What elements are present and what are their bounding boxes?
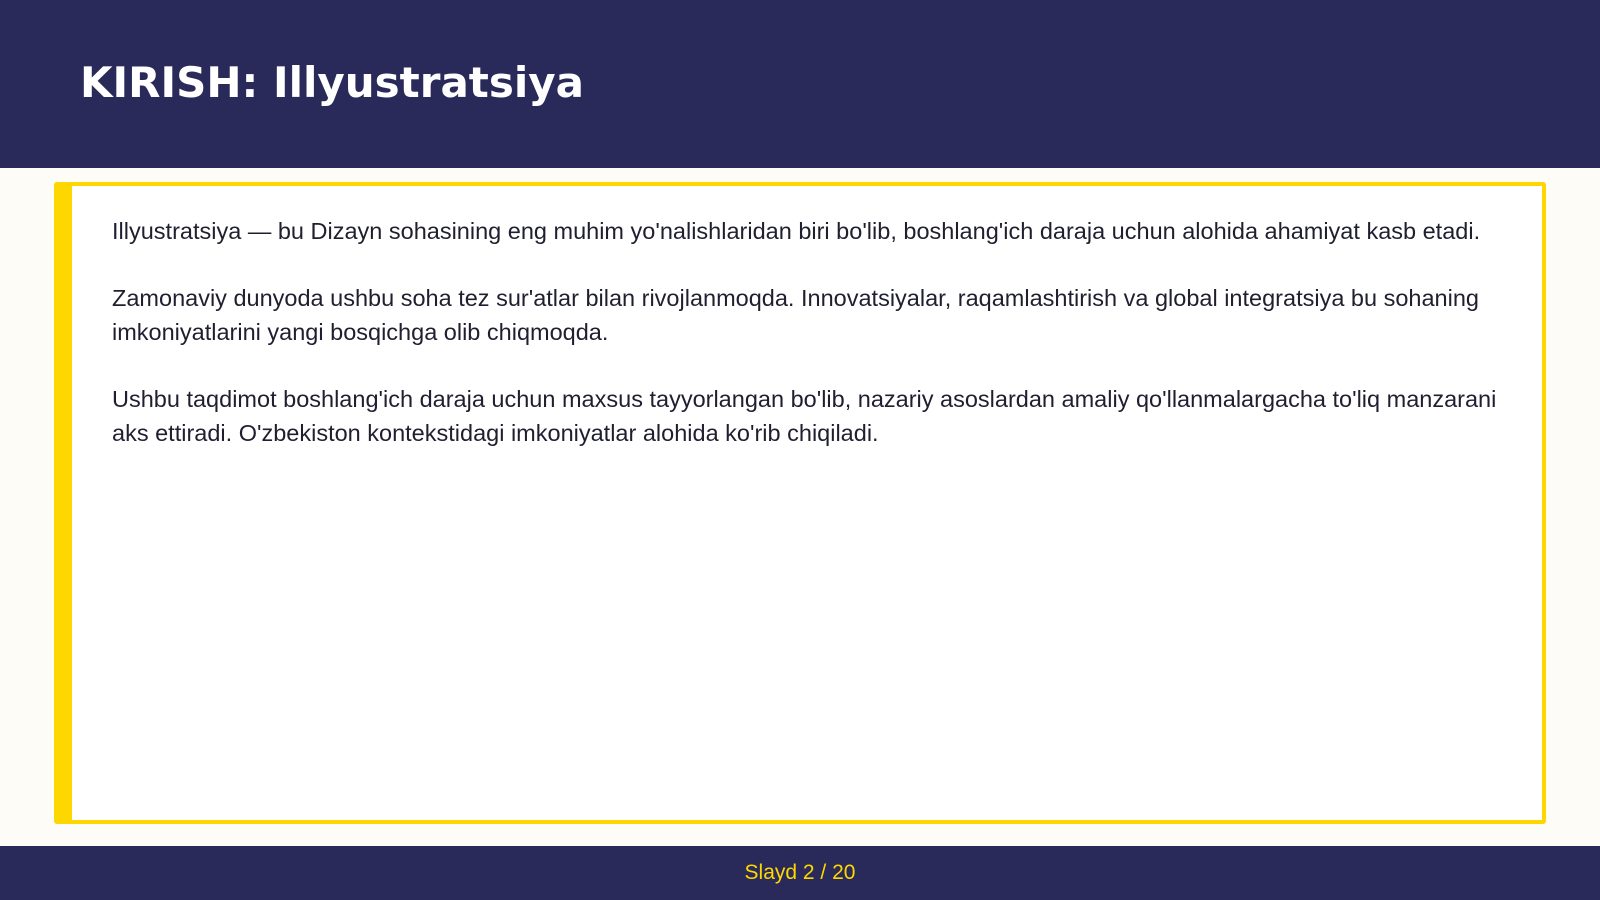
paragraph-presentation: Ushbu taqdimot boshlang'ich daraja uchun maxsus tayyorlangan bo'lib, nazariy asoslardan amaliy qo'llanmalargacha to'liq manzarani aks ettiradi. O'zbekiston kontekstidagi imkoniyatlar alohida ko'rib chiqiladi. [112, 386, 1497, 446]
paragraph-intro: Illyustratsiya — bu Dizayn sohasining eng muhim yo'nalishlaridan biri bo'lib, boshlang'ich daraja uchun alohida ahamiyat kasb etadi. [112, 218, 1481, 244]
slide-header [0, 0, 1600, 168]
content-box [54, 182, 1546, 824]
slide-number: Slayd 2 / 20 [744, 861, 856, 884]
slide-title: KIRISH: Illyustratsiya [80, 58, 584, 107]
paragraph-modern-world: Zamonaviy dunyoda ushbu soha tez sur'atlar bilan rivojlanmoqda. Innovatsiyalar, raqamlashtirish va global integratsiya bu sohaning imkoniyatlarini yangi bosqichga olib chiqmoqda. [112, 285, 1479, 345]
content-text [112, 214, 1502, 483]
slide-footer [0, 846, 1600, 900]
